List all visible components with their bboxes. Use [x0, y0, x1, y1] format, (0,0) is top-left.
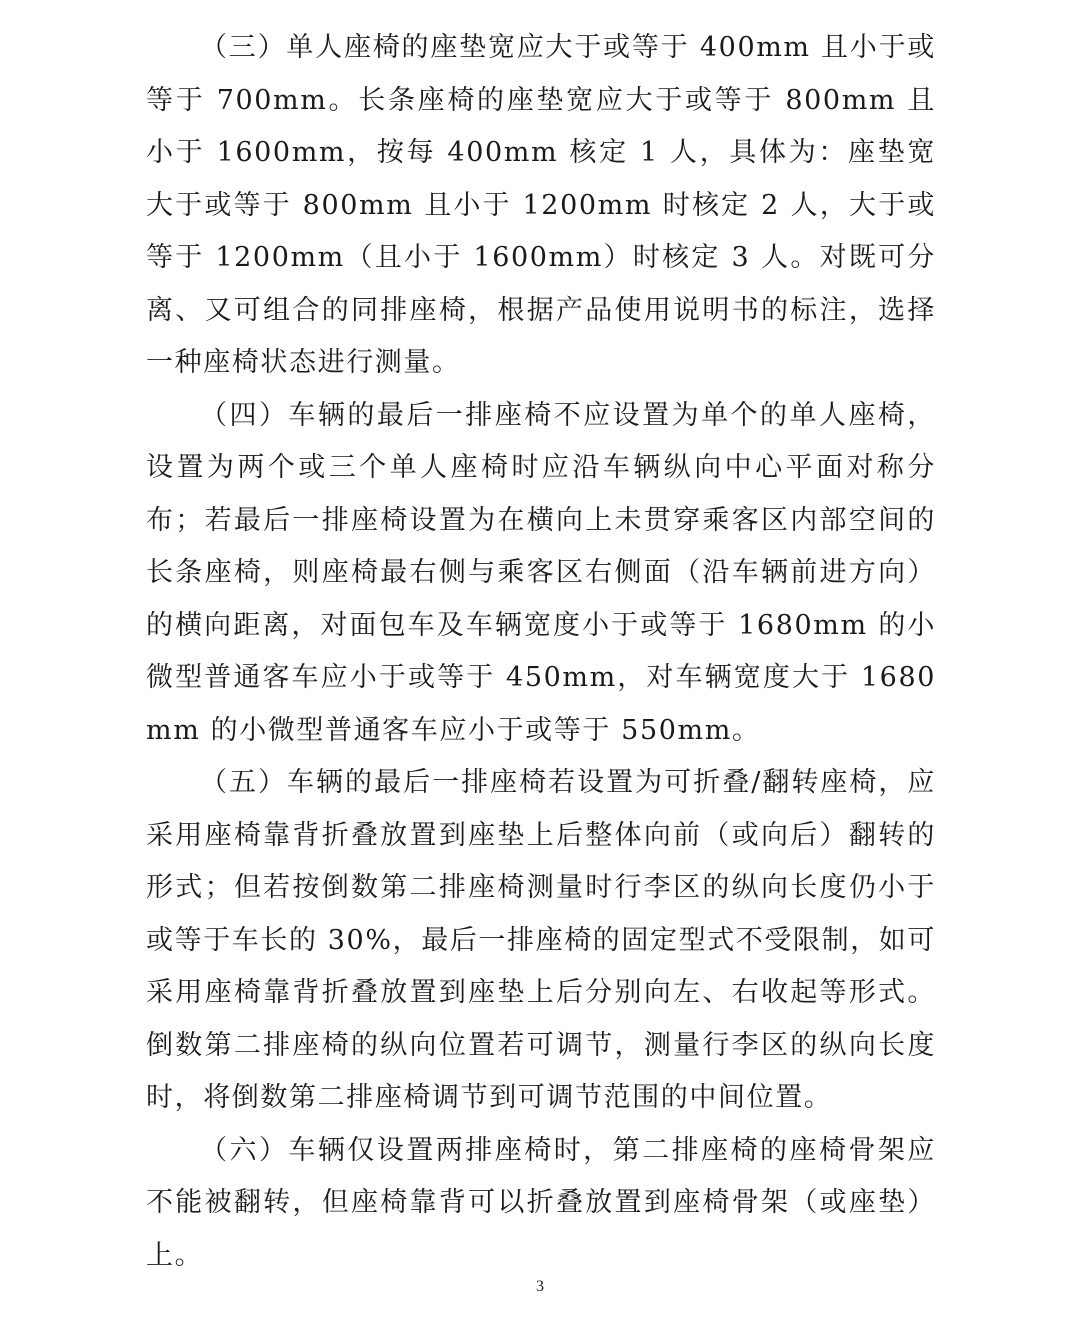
paragraph-5-folding-seats: （五）车辆的最后一排座椅若设置为可折叠/翻转座椅，应采用座椅靠背折叠放置到座垫上后整体向前（或向后）翻转的形式；但若按倒数第二排座椅测量时行李区的纵向长度仍小于或等于车长的 30%，最后一排座椅的固定型式不受限制，如可采用座椅靠背折叠放置到座垫上后分别向左、右收起等形式。倒数第二排座椅的纵向位置若可调节，测量行李区的纵向长度时，将倒数第二排座椅调节到可调节范围的中间位置。: [146, 767, 936, 1113]
paragraph-3-seat-width: （三）单人座椅的座垫宽应大于或等于 400mm 且小于或等于 700mm。长条座椅的座垫宽应大于或等于 800mm 且小于 1600mm，按每 400mm 核定 1 人，具体为：座垫宽大于或等于 800mm 且小于 1200mm 时核定 2 人，大于或等于 1200mm（且小于 1600mm）时核定 3 人。对既可分离、又可组合的同排座椅，根据产品使用说明书的标注，选择一种座椅状态进行测量。: [146, 32, 936, 378]
paragraph-6-two-row-seats: （六）车辆仅设置两排座椅时，第二排座椅的座椅骨架应不能被翻转，但座椅靠背可以折叠放置到座椅骨架（或座垫）上。: [146, 1134, 936, 1271]
paragraph-4-last-row-seats: （四）车辆的最后一排座椅不应设置为单个的单人座椅，设置为两个或三个单人座椅时应沿车辆纵向中心平面对称分布；若最后一排座椅设置为在横向上未贯穿乘客区内部空间的长条座椅，则座椅最右侧与乘客区右侧面（沿车辆前进方向）的横向距离，对面包车及车辆宽度小于或等于 1680mm 的小微型普通客车应小于或等于 450mm，对车辆宽度大于 1680mm 的小微型普通客车应小于或等于 550mm。: [146, 399, 936, 746]
page-number: 3: [536, 1278, 544, 1295]
body-text: [146, 22, 936, 1282]
